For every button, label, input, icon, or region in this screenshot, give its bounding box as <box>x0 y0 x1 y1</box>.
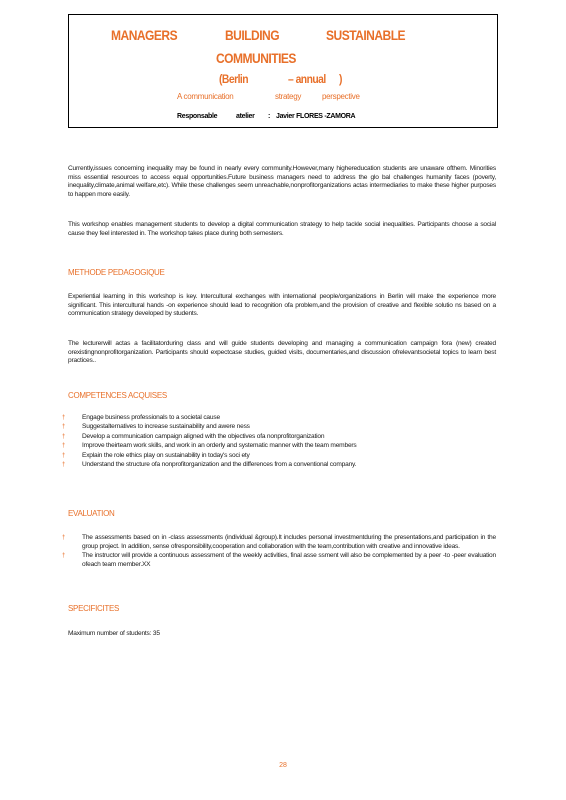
subtitle-communication: A communication <box>177 92 234 101</box>
intro-paragraph-1: Currently,issues concerning inequality may be found in nearly every community.However,many highereducation students are unaware ofthem. Minorities miss essential resources to access equal opportunities.Future business managers need to address the glo bal challenges humanity faces (poverty, inequality,climate,animal welfare,etc). While these challenges seem unreachable,nonprofitorganizations actas intermediaries to make these higher purposes to happen more easily. <box>68 165 496 198</box>
competences-section-title: COMPETENCES ACQUISES <box>68 391 167 400</box>
list-item <box>62 414 496 423</box>
list-item <box>62 442 496 451</box>
bullet-icon: † <box>62 443 66 450</box>
responsible-label: Responsable <box>177 113 218 120</box>
bullet-icon: † <box>62 535 66 541</box>
list-item-text: Engage business professionals to a societal cause <box>82 414 220 421</box>
bullet-icon: † <box>62 424 66 431</box>
title-word-managers: MANAGERS <box>111 27 178 43</box>
title-word-building: BUILDING <box>225 27 280 43</box>
title-location: (Berlin <box>219 72 249 86</box>
title-word-sustainable: SUSTAINABLE <box>326 27 406 43</box>
competences-list <box>62 414 496 470</box>
title-box <box>68 14 498 128</box>
responsible-name: Javier FLORES -ZAMORA <box>276 113 356 120</box>
list-item <box>62 461 496 470</box>
list-item <box>62 552 496 569</box>
evaluation-list <box>62 534 496 570</box>
list-item <box>62 423 496 432</box>
intro-paragraph-2: This workshop enables management students to develop a digital communication strategy to help tackle social inequalities. Participants choose a social cause they feel interested in. The workshop takes place during both semesters. <box>68 221 496 237</box>
list-item-text: Develop a communication campaign aligned with the objectives ofa nonprofitorganization <box>82 432 325 440</box>
page-number: 28 <box>279 762 287 769</box>
list-item <box>62 452 496 461</box>
methode-section-title: METHODE PEDAGOGIQUE <box>68 268 165 277</box>
list-item-text: Explain the role ethics play on sustainability in today's soci ety <box>82 451 250 459</box>
max-students-text: Maximum number of students: 35 <box>68 630 160 637</box>
list-item-text: The instructor will provide a continuous assessment of the weekly activities, final asse ssment will also be complemented by a peer -to -peer evaluation ofeach team member.XX <box>82 551 496 568</box>
responsible-colon: : <box>268 113 271 120</box>
subtitle-strategy: strategy <box>275 92 302 101</box>
evaluation-section-title: EVALUATION <box>68 509 115 518</box>
bullet-icon: † <box>62 415 66 421</box>
bullet-icon: † <box>62 433 66 440</box>
methode-paragraph-1: Experiential learning in this workshop is key. Intercultural exchanges with international people/organizations in Berlin will make the experience more significant. This intercultural hands -on experience should lead to recognition ofa problem,and the provision of creative and flexible solutio ns based on a communication strategy developed by students. <box>68 293 496 318</box>
list-item <box>62 534 496 551</box>
list-item <box>62 433 496 442</box>
bullet-icon: † <box>62 452 66 459</box>
title-close-paren: ) <box>339 72 342 86</box>
title-frequency: – annual <box>288 72 326 86</box>
list-item-text: Understand the structure ofa nonprofitorganization and the differences from a conventional company. <box>82 460 357 468</box>
subtitle-perspective: perspective <box>322 92 360 101</box>
list-item-text: Suggestalternatives to increase sustainability and awere ness <box>82 423 250 431</box>
atelier-label: atelier <box>236 113 255 120</box>
list-item-text: Improve theirteam work skills, and work in an orderly and systematic manner with the team members <box>82 442 357 450</box>
list-item-text: The assessments based on in -class assessments (individual &group).It includes personal investmentduring the presentations,and participation in the group project. In addition, sense ofresponsibility,cooperation and collaboration with the team,contribution with creative and innovative ideas. <box>82 534 496 550</box>
title-word-communities: COMMUNITIES <box>216 50 296 66</box>
bullet-icon: † <box>62 552 66 559</box>
specificites-section-title: SPECIFICITES <box>68 604 120 613</box>
bullet-icon: † <box>62 461 66 468</box>
methode-paragraph-2: The lecturerwill actas a facilitatorduring class and will guide students developing and managing a communication campaign fora (new) created orexistingnonprofitorganization. Participants should expectcase studies, guided visits, documentaries,and discussion ofrelevantsocietal topics to learn best practices.. <box>68 340 496 365</box>
